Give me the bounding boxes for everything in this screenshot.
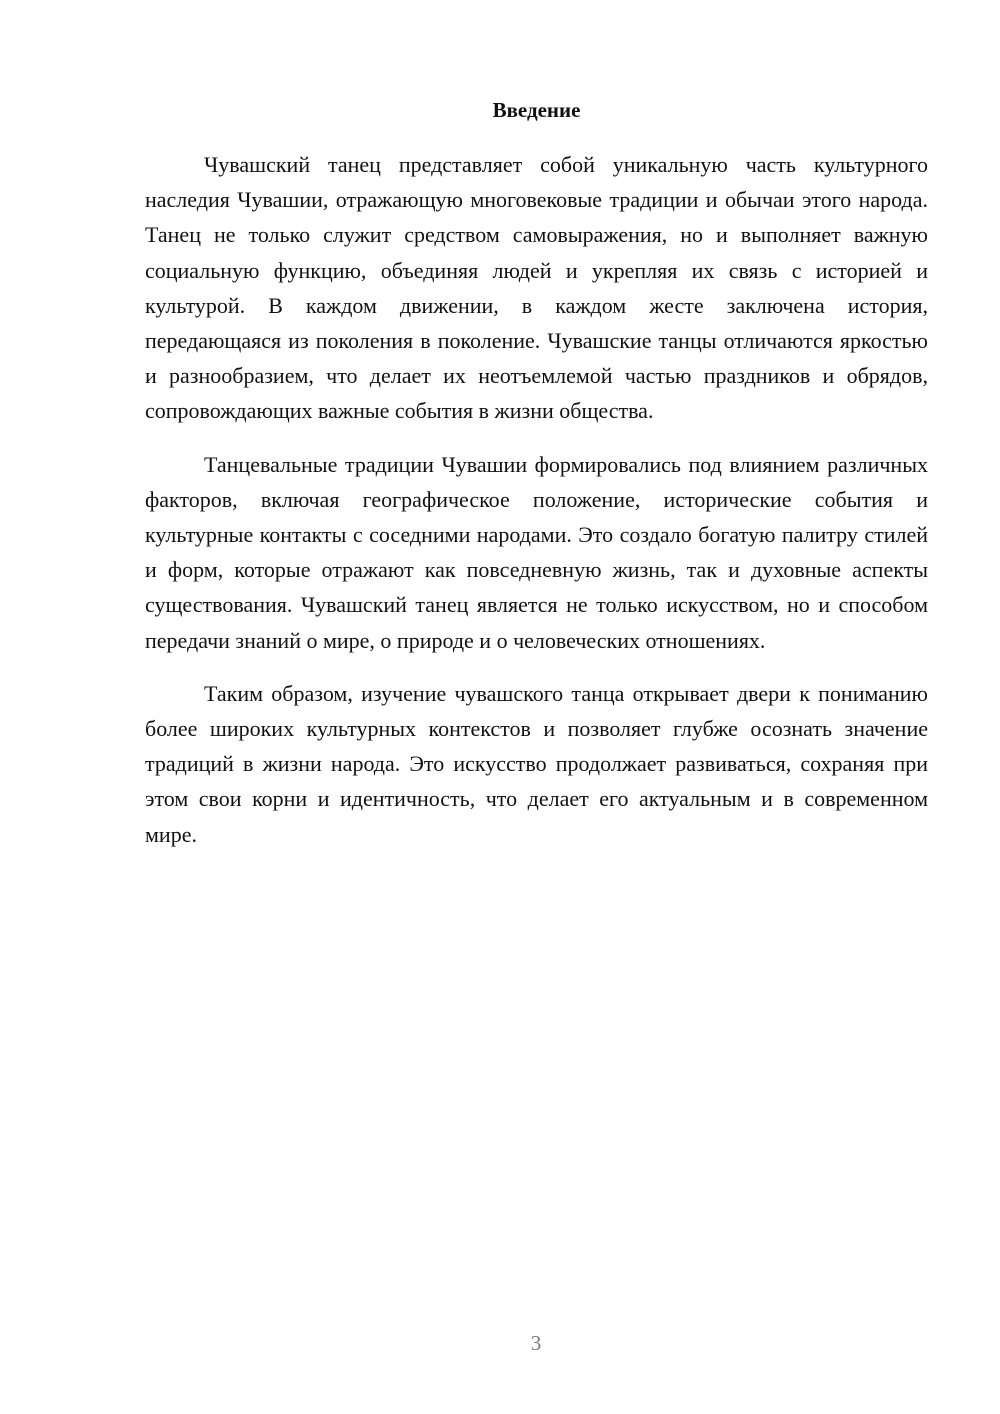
page-number: 3 (530, 1331, 542, 1355)
page-content (145, 93, 928, 852)
section-title: Введение (492, 98, 581, 122)
paragraph-2: Танцевальные традиции Чувашии формировались под влиянием различных факторов, включая географическое положение, исторические события и культурные контакты с соседними народами. Это создало богатую палитру стилей и форм, которые отражают как повседневную жизнь, так и духовные аспекты существования. Чувашский танец является не только искусством, но и способом передачи знаний о мире, о природе и о человеческих отношениях. (145, 451, 928, 653)
paragraph-1: Чувашский танец представляет собой уникальную часть культурного наследия Чувашии, отражающую многовековые традиции и обычаи этого народа. Танец не только служит средством самовыражения, но и выполняет важную социальную функцию, объединяя людей и укрепляя их связь с историей и культурой. В каждом движении, в каждом жесте заключена история, передающаяся из поколения в поколение. Чувашские танцы отличаются яркостью и разнообразием, что делает их неотъемлемой частью праздников и обрядов, сопровождающих важные события в жизни общества. (145, 152, 928, 424)
paragraph-3: Таким образом, изучение чувашского танца открывает двери к пониманию более широких культурных контекстов и позволяет глубже осознать значение традиций в жизни народа. Это искусство продолжает развиваться, сохраняя при этом свои корни и идентичность, что делает его актуальным и в современном мире. (145, 680, 928, 847)
